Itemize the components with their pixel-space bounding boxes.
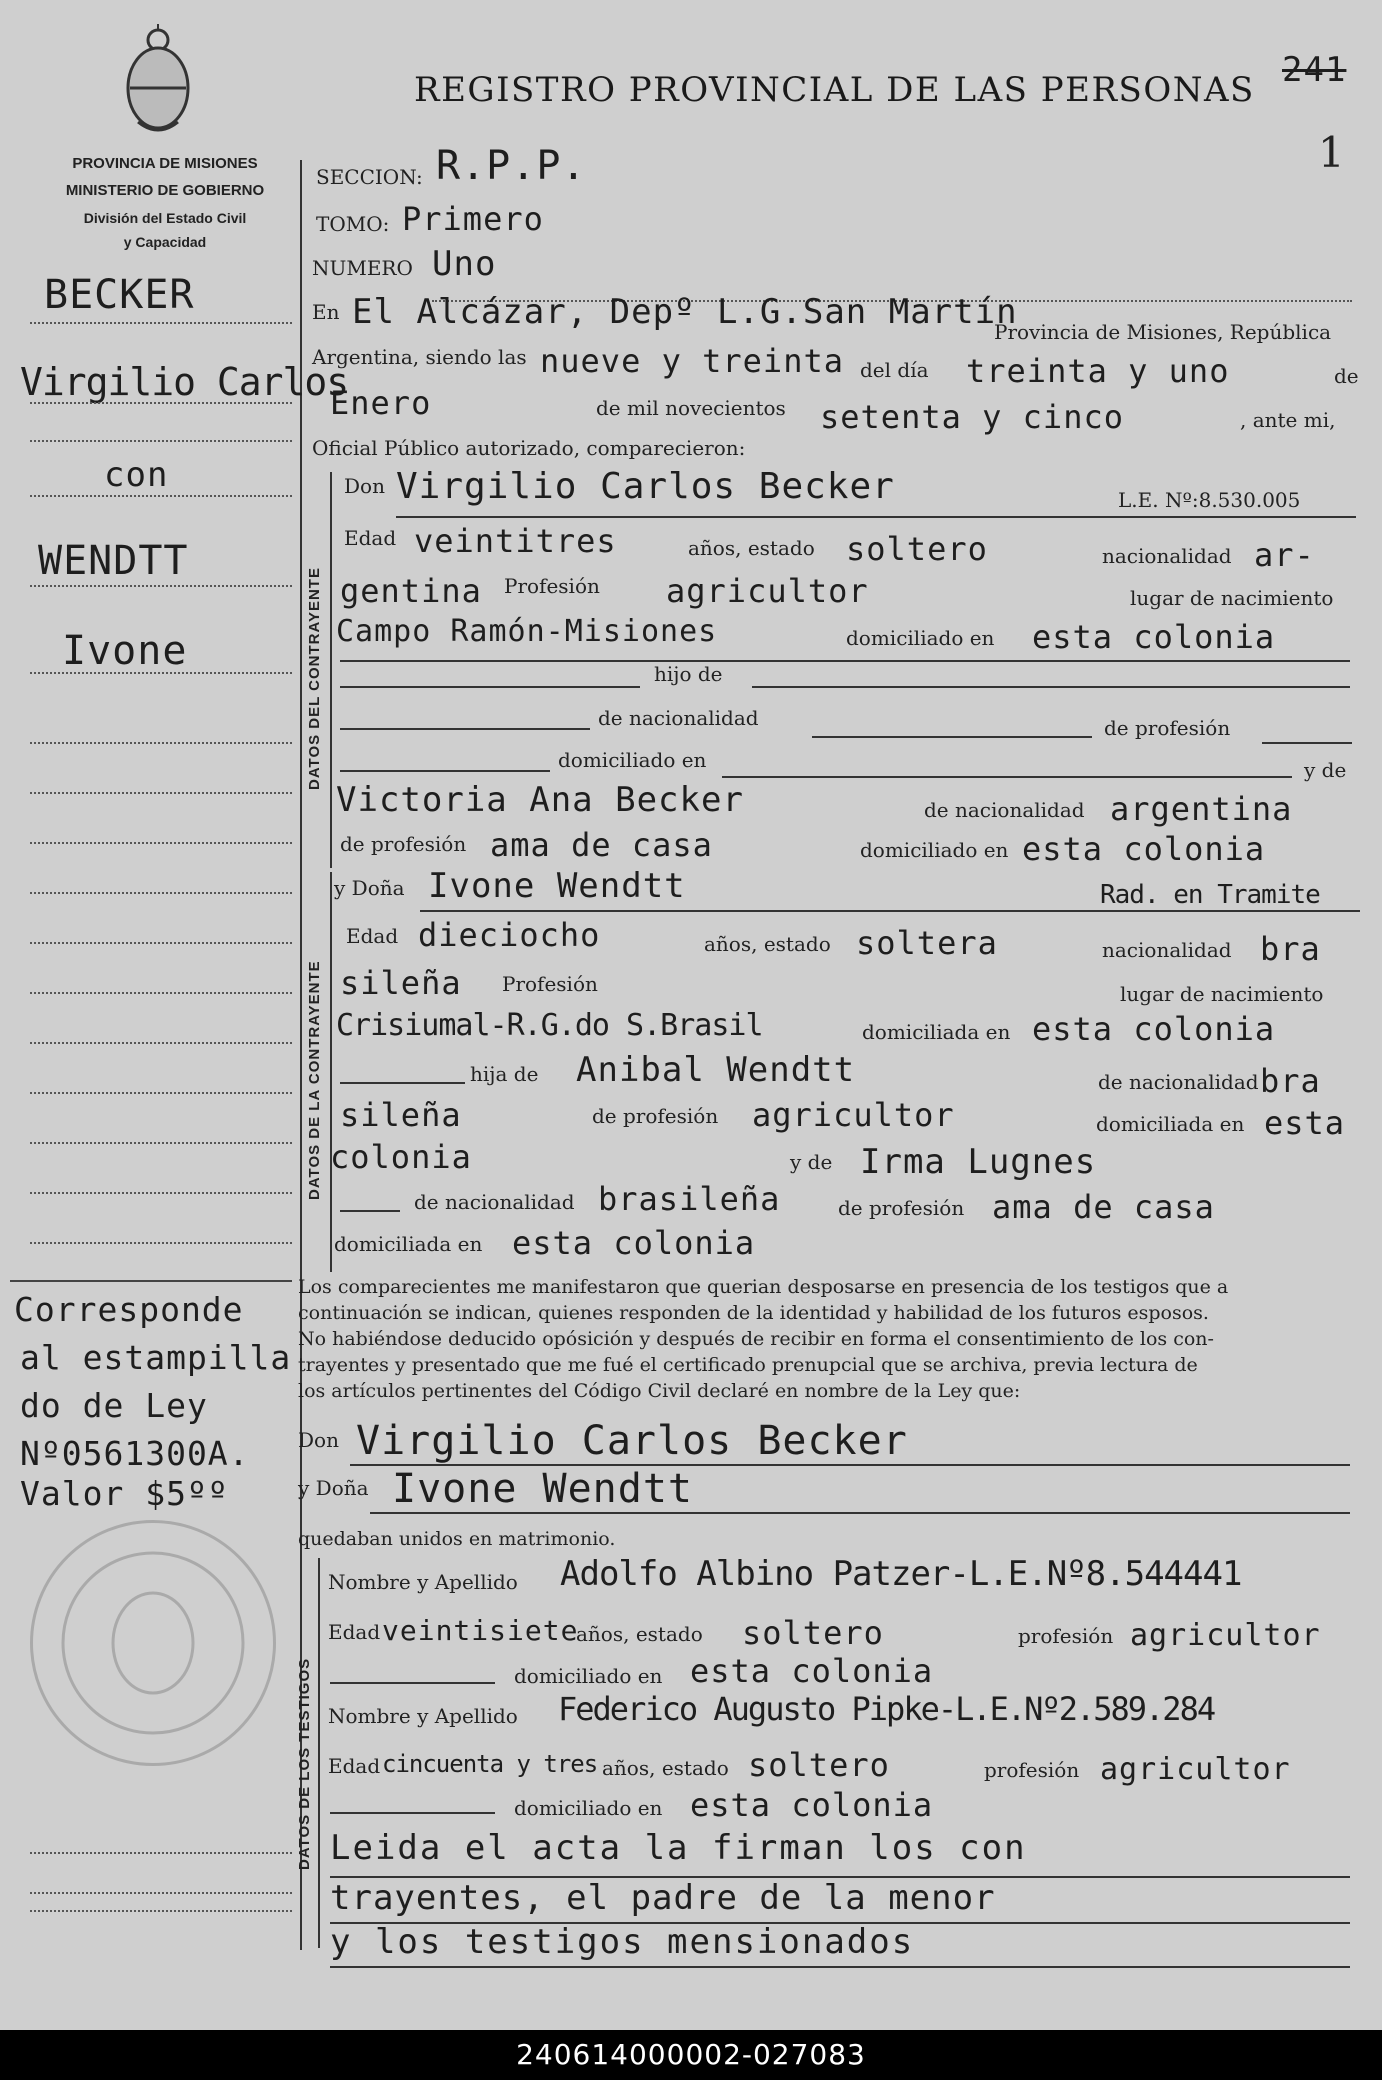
declaration-line-1: Los comparecientes me manifestaron que querian desposarse en presencia de los testigos que a <box>298 1276 1229 1298</box>
decl-don-label: Don <box>298 1428 339 1452</box>
line <box>340 660 1350 662</box>
bride-mother-prof: ama de casa <box>992 1188 1215 1226</box>
nacionalidad-label: nacionalidad <box>1102 544 1232 568</box>
line <box>420 910 1360 912</box>
org-line-3: División del Estado Civil <box>83 210 247 226</box>
bride-domicile: esta colonia <box>1032 1010 1276 1048</box>
groom-name: Virgilio Carlos Becker <box>396 466 895 507</box>
declaration-line-2: continuación se indican, quienes responden de la identidad y habilidad de los futuros esposos. <box>298 1302 1209 1324</box>
time-value: nueve y treinta <box>540 342 844 380</box>
declaration-line-5: los artículos pertinentes del Código Civil declaré en nombre de la Ley que: <box>298 1380 1021 1402</box>
del-dia-text: del día <box>860 358 929 382</box>
bride-prof-label: Profesión <box>502 972 598 996</box>
witness-section-label: DATOS DE LOS TESTIGOS <box>296 1657 313 1870</box>
header-title: REGISTRO PROVINCIAL DE LAS PERSONAS <box>414 70 1255 110</box>
bride-nat-b: sileña <box>340 964 462 1002</box>
margin-line <box>30 792 292 794</box>
witness-section-divider <box>318 1558 320 1948</box>
hijo-label: hijo de <box>654 662 723 686</box>
day-value: treinta y uno <box>966 352 1230 390</box>
w2-domicile: esta colonia <box>690 1786 934 1824</box>
decl-groom-name: Virgilio Carlos Becker <box>356 1418 908 1464</box>
margin-line <box>30 440 292 442</box>
domiciliado-en-label: domiciliado en <box>558 748 707 772</box>
bride-nac-label: nacionalidad <box>1102 938 1232 962</box>
decl-bride-name: Ivone Wendtt <box>392 1466 693 1512</box>
w1-domicile: esta colonia <box>690 1652 934 1690</box>
month-value: Enero <box>330 384 432 422</box>
tomo-value: Primero <box>402 200 544 238</box>
document-id-footer: 240614000002-027083 <box>0 2030 1382 2080</box>
registry-stamp <box>30 1520 276 1766</box>
w2-status: soltero <box>748 1746 890 1784</box>
bride-father-prof: agricultor <box>752 1096 955 1134</box>
line <box>340 686 640 688</box>
margin-line <box>30 892 292 894</box>
province-text: Provincia de Misiones, República <box>994 320 1332 344</box>
bride-mother-nat: brasileña <box>598 1180 781 1218</box>
groom-name-line <box>396 516 1356 518</box>
bride-mnac-label: de nacionalidad <box>414 1190 575 1214</box>
w2-anos-label: años, estado <box>602 1756 729 1780</box>
margin-line <box>30 585 292 587</box>
page-number: 1 <box>1318 128 1345 177</box>
argentina-text: Argentina, siendo las <box>312 345 527 369</box>
line <box>1262 742 1352 744</box>
bride-fdom-label: domiciliada en <box>1096 1112 1245 1136</box>
estado-label: años, estado <box>688 536 815 560</box>
declaration-line-4: trayentes y presentado que me fué el certificado prenupcial que se archiva, previa lectura de <box>298 1354 1198 1376</box>
year-value: setenta y cinco <box>820 398 1124 436</box>
line <box>340 770 550 772</box>
line <box>752 686 1350 688</box>
page-number-struck: 241 <box>1282 50 1347 90</box>
dona-label: y Doña <box>334 876 405 900</box>
stamp-note-line-2: al estampilla <box>20 1338 292 1377</box>
w2-name-label: Nombre y Apellido <box>328 1704 518 1728</box>
bride-age: dieciocho <box>418 916 601 954</box>
closing-note-line-2: trayentes, el padre de la menor <box>330 1878 996 1918</box>
bride-section-label: DATOS DE LA CONTRAYENTE <box>306 960 323 1200</box>
groom-mother: Victoria Ana Becker <box>336 780 744 820</box>
margin-line <box>30 1852 292 1854</box>
line <box>340 1210 400 1212</box>
w2-name: Federico Augusto Pipke-L.E.Nº2.589.284 <box>558 1690 1215 1728</box>
margin-line <box>30 495 292 497</box>
lugar-label: lugar de nacimiento <box>1130 586 1334 610</box>
bride-yde-label: y de <box>790 1150 833 1174</box>
w2-profession: agricultor <box>1100 1752 1291 1787</box>
decl-closing: quedaban unidos en matrimonio. <box>298 1528 616 1550</box>
margin-line <box>30 1142 292 1144</box>
declaration-line-3: No habiéndose deducido opósición y después de recibir en forma el consentimiento de los con- <box>298 1328 1214 1350</box>
org-line-4: y Capacidad <box>123 234 207 250</box>
margin-con: con <box>104 455 169 495</box>
bride-father-dom-a: esta <box>1264 1104 1346 1142</box>
mother-prof-label: de profesión <box>340 832 467 856</box>
margin-line <box>30 942 292 944</box>
profesion-label: Profesión <box>504 574 600 598</box>
groom-le: L.E. Nº:8.530.005 <box>1118 488 1301 512</box>
decl-dona-label: y Doña <box>298 1476 369 1500</box>
groom-nationality-a: ar- <box>1254 536 1315 574</box>
w2-age: cincuenta y tres <box>382 1750 598 1778</box>
groom-mother-dom: esta colonia <box>1022 830 1266 868</box>
line <box>340 1082 465 1084</box>
mother-dom-label: domiciliado en <box>860 838 1009 862</box>
bride-father: Anibal Wendtt <box>576 1050 856 1090</box>
w1-name-label: Nombre y Apellido <box>328 1570 518 1594</box>
de-prof-label: de profesión <box>1104 716 1231 740</box>
stamp-note-line-5: Valor $5ºº <box>20 1474 229 1513</box>
bride-dom-label: domiciliada en <box>862 1020 1011 1044</box>
w2-prof-label: profesión <box>984 1758 1080 1782</box>
seccion-label: SECCION: <box>316 165 423 189</box>
bride-estado-label: años, estado <box>704 932 831 956</box>
groom-mother-nat: argentina <box>1110 790 1293 828</box>
groom-birthplace: Campo Ramón-Misiones <box>336 614 718 649</box>
place-value: El Alcázar, Depº L.G.San Martín <box>352 292 1018 332</box>
line <box>330 1966 1350 1968</box>
groom-profession: agricultor <box>666 572 869 610</box>
year-prefix: de mil novecientos <box>596 396 786 420</box>
de-nac-label: de nacionalidad <box>598 706 759 730</box>
bride-father-nat-b: sileña <box>340 1096 462 1134</box>
w1-dom-label: domiciliado en <box>514 1664 663 1688</box>
w2-edad-label: Edad <box>328 1754 381 1778</box>
bride-lugar-label: lugar de nacimiento <box>1120 982 1324 1006</box>
line <box>812 736 1092 738</box>
numero-value: Uno <box>432 244 497 284</box>
bride-fprof-label: de profesión <box>592 1104 719 1128</box>
margin-line <box>30 992 292 994</box>
margin-line <box>30 672 292 674</box>
margin-line <box>30 322 292 324</box>
groom-section-label: DATOS DEL CONTRAYENTE <box>306 567 323 790</box>
bride-status: soltera <box>856 924 998 962</box>
margin-surname-bride: WENDTT <box>38 538 189 584</box>
w1-status: soltero <box>742 1614 884 1652</box>
coat-of-arms-emblem <box>118 22 198 140</box>
bride-note: Rad. en Tramite <box>1100 880 1320 910</box>
line <box>722 776 1292 778</box>
en-label: En <box>312 300 340 324</box>
w1-edad-label: Edad <box>328 1620 381 1644</box>
bride-edad-label: Edad <box>346 924 399 948</box>
ante-mi-text: , ante mi, <box>1240 408 1336 432</box>
groom-mother-prof: ama de casa <box>490 826 713 864</box>
closing-note-line-3: y los testigos mensionados <box>330 1922 915 1962</box>
tomo-label: TOMO: <box>316 212 390 236</box>
w1-age: veintisiete <box>382 1614 579 1647</box>
margin-line <box>30 1892 292 1894</box>
bride-fnac-label: de nacionalidad <box>1098 1070 1259 1094</box>
bride-father-nat-a: bra <box>1260 1062 1321 1100</box>
stamp-note-line-1: Corresponde <box>14 1290 244 1329</box>
bride-mdom-label: domiciliada en <box>334 1232 483 1256</box>
org-line-1: PROVINCIA DE MISIONES <box>72 155 258 172</box>
line <box>370 1512 1350 1514</box>
de-text: de <box>1334 364 1359 388</box>
bride-father-dom-b: colonia <box>330 1138 472 1176</box>
bride-section-divider <box>330 872 332 1272</box>
groom-age: veintitres <box>414 522 617 560</box>
margin-given-bride: Ivone <box>62 628 188 674</box>
seccion-value: R.P.P. <box>436 143 587 189</box>
bride-mprof-label: de profesión <box>838 1196 965 1220</box>
w1-anos-label: años, estado <box>576 1622 703 1646</box>
groom-section-divider <box>330 472 332 868</box>
groom-nationality-b: gentina <box>340 572 482 610</box>
domiciliado-label: domiciliado en <box>846 626 995 650</box>
w1-name: Adolfo Albino Patzer-L.E.Nº8.544441 <box>560 1554 1242 1594</box>
margin-line <box>30 1042 292 1044</box>
line <box>340 728 590 730</box>
bride-name: Ivone Wendtt <box>428 866 686 906</box>
groom-domicile: esta colonia <box>1032 618 1276 656</box>
margin-line <box>30 402 292 404</box>
line <box>330 1812 495 1814</box>
bride-mother: Irma Lugnes <box>860 1142 1097 1182</box>
margin-surname-groom: BECKER <box>44 272 195 318</box>
y-de-label: y de <box>1304 758 1347 782</box>
line <box>330 1682 495 1684</box>
margin-line <box>30 842 292 844</box>
stamp-note-line-4: Nº0561300A. <box>20 1434 250 1473</box>
org-line-2: MINISTERIO DE GOBIERNO <box>65 182 265 199</box>
bride-birthplace: Crisiumal-R.G.do S.Brasil <box>336 1008 763 1043</box>
bride-mother-dom: esta colonia <box>512 1224 756 1262</box>
mother-nac-label: de nacionalidad <box>924 798 1085 822</box>
margin-line <box>30 1910 292 1912</box>
w2-dom-label: domiciliado en <box>514 1796 663 1820</box>
stamp-note-line-3: do de Ley <box>20 1386 208 1425</box>
edad-label: Edad <box>344 526 397 550</box>
bride-nat-a: bra <box>1260 930 1321 968</box>
don-label: Don <box>344 474 385 498</box>
margin-line <box>30 1242 292 1244</box>
margin-line <box>30 1092 292 1094</box>
margin-given-groom: Virgilio Carlos <box>20 360 349 404</box>
oficial-text: Oficial Público autorizado, comparecieron: <box>312 436 746 460</box>
closing-note-line-1: Leida el acta la firman los con <box>330 1828 1027 1868</box>
numero-label: NUMERO <box>312 256 413 280</box>
w1-prof-label: profesión <box>1018 1624 1114 1648</box>
groom-status: soltero <box>846 530 988 568</box>
w1-profession: agricultor <box>1130 1618 1321 1653</box>
margin-line <box>30 1192 292 1194</box>
hija-label: hija de <box>470 1062 539 1086</box>
margin-line <box>30 742 292 744</box>
